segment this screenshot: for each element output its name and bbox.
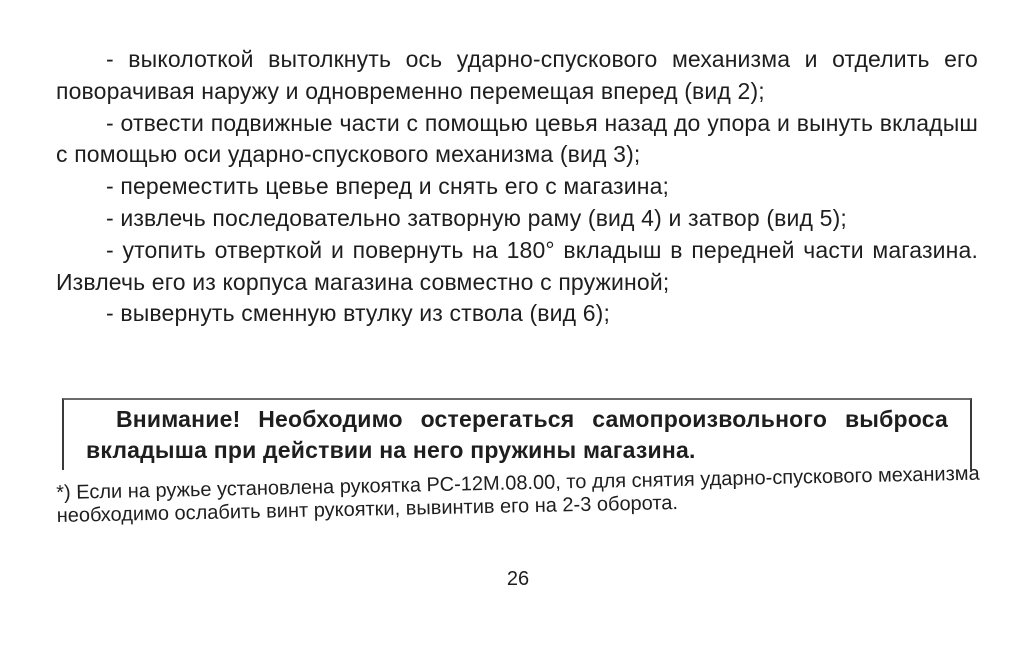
instruction-step: - отвести подвижные части с помощью цевья назад до упора и вынуть вкладыш с помощью оси ударно-спускового механизма (вид 3); (56, 109, 978, 168)
instruction-step: - вывернуть сменную втулку из ствола (вид 6); (106, 300, 611, 327)
instruction-step: - переместить цевье вперед и снять его с магазина; (106, 173, 670, 200)
warning-text: Внимание! Необходимо остерегаться самопроизвольного выброса вкладыша при действии на него пружины магазина. (86, 406, 948, 463)
page-number: 26 (506, 568, 530, 590)
footnote: *) Если на ружье установлена рукоятка РС-12М.08.00, то для снятия ударно-спускового механизма необходимо ослабить винт рукоятки, вывинтив его на 2-3 оборота. (56, 462, 980, 527)
instruction-step: - выколоткой вытолкнуть ось ударно-спускового механизма и отделить его поворачивая наружу и одновременно перемещая вперед (вид 2); (56, 46, 978, 104)
instruction-step: - извлечь последовательно затворную раму (вид 4) и затвор (вид 5); (106, 204, 847, 231)
instructions-list (56, 44, 978, 330)
instruction-step: - утопить отверткой и повернуть на 180° вкладыш в передней части магазина. Извлечь его из корпуса магазина совместно с пружиной; (56, 236, 978, 295)
warning-box (62, 398, 972, 470)
